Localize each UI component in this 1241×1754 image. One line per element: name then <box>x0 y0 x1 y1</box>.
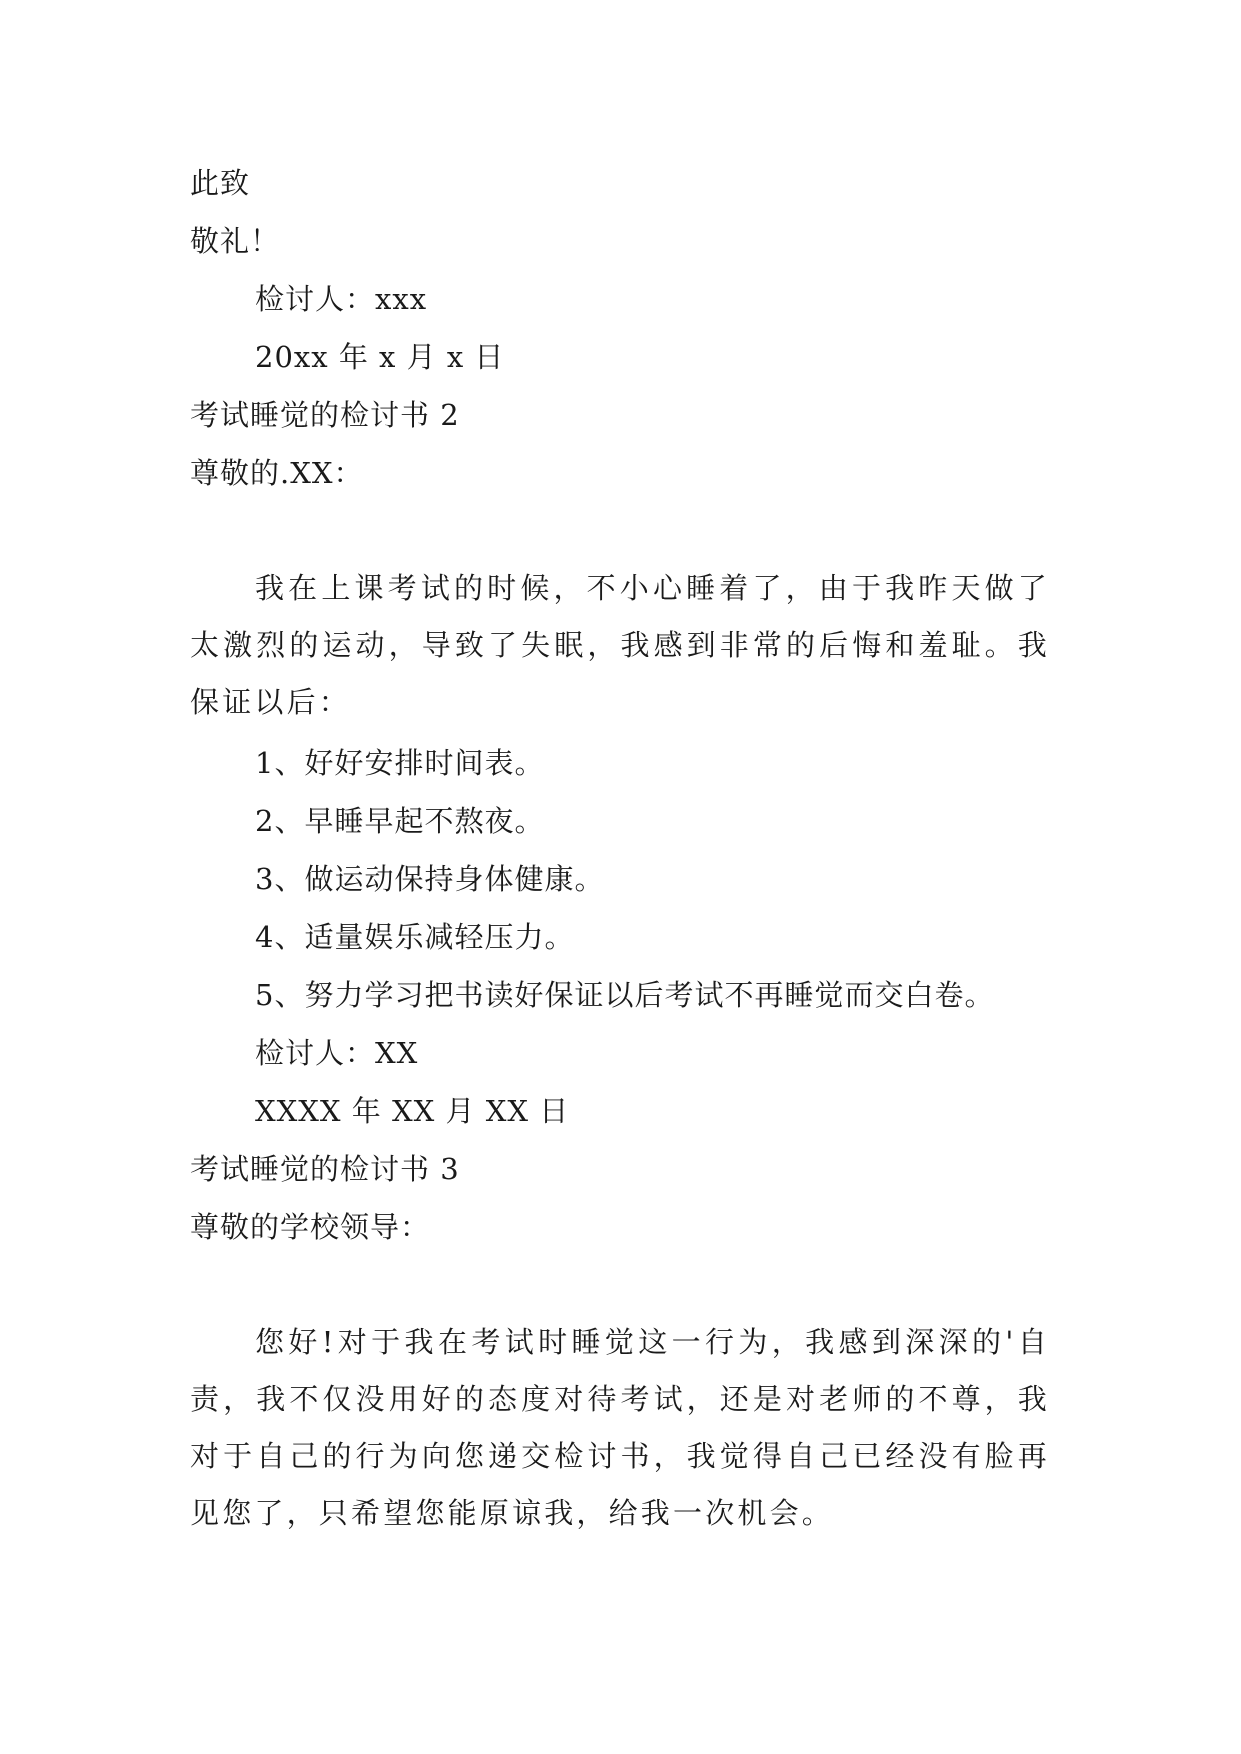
closing-date: 20xx 年 x 月 x 日 <box>255 340 505 374</box>
section-2-item-3: 3、做运动保持身体健康。 <box>255 862 605 896</box>
section-2-item-4: 4、适量娱乐减轻压力。 <box>255 920 575 954</box>
section-3-body: 您好!对于我在考试时睡觉这一行为，我感到深深的'自责，我不仅没用好的态度对待考试，还是对老师的不尊，我对于自己的行为向您递交检讨书，我觉得自己已经没有脸再见您了，只希望您能原谅我，给我一次机会。 <box>190 1325 1050 1530</box>
section-2-date: XXXX 年 XX 月 XX 日 <box>255 1094 570 1128</box>
section-3-salutation: 尊敬的学校领导： <box>190 1210 431 1244</box>
section-2-title: 考试睡觉的检讨书 2 <box>190 398 460 432</box>
section-2-salutation: 尊敬的.XX： <box>190 456 364 490</box>
closing-signer: 检讨人：xxx <box>255 282 428 316</box>
closing-line-1: 此致 <box>190 166 251 200</box>
closing-line-2: 敬礼！ <box>190 224 281 258</box>
section-2-item-1: 1、好好安排时间表。 <box>255 746 545 780</box>
section-2-item-5: 5、努力学习把书读好保证以后考试不再睡觉而交白卷。 <box>255 978 995 1012</box>
section-2-item-2: 2、早睡早起不熬夜。 <box>255 804 545 838</box>
section-3-title: 考试睡觉的检讨书 3 <box>190 1152 460 1186</box>
section-2-signer: 检讨人：XX <box>255 1036 419 1070</box>
section-2-body: 我在上课考试的时候，不小心睡着了，由于我昨天做了太激烈的运动，导致了失眠，我感到非常的后悔和羞耻。我保证以后： <box>190 571 1050 719</box>
